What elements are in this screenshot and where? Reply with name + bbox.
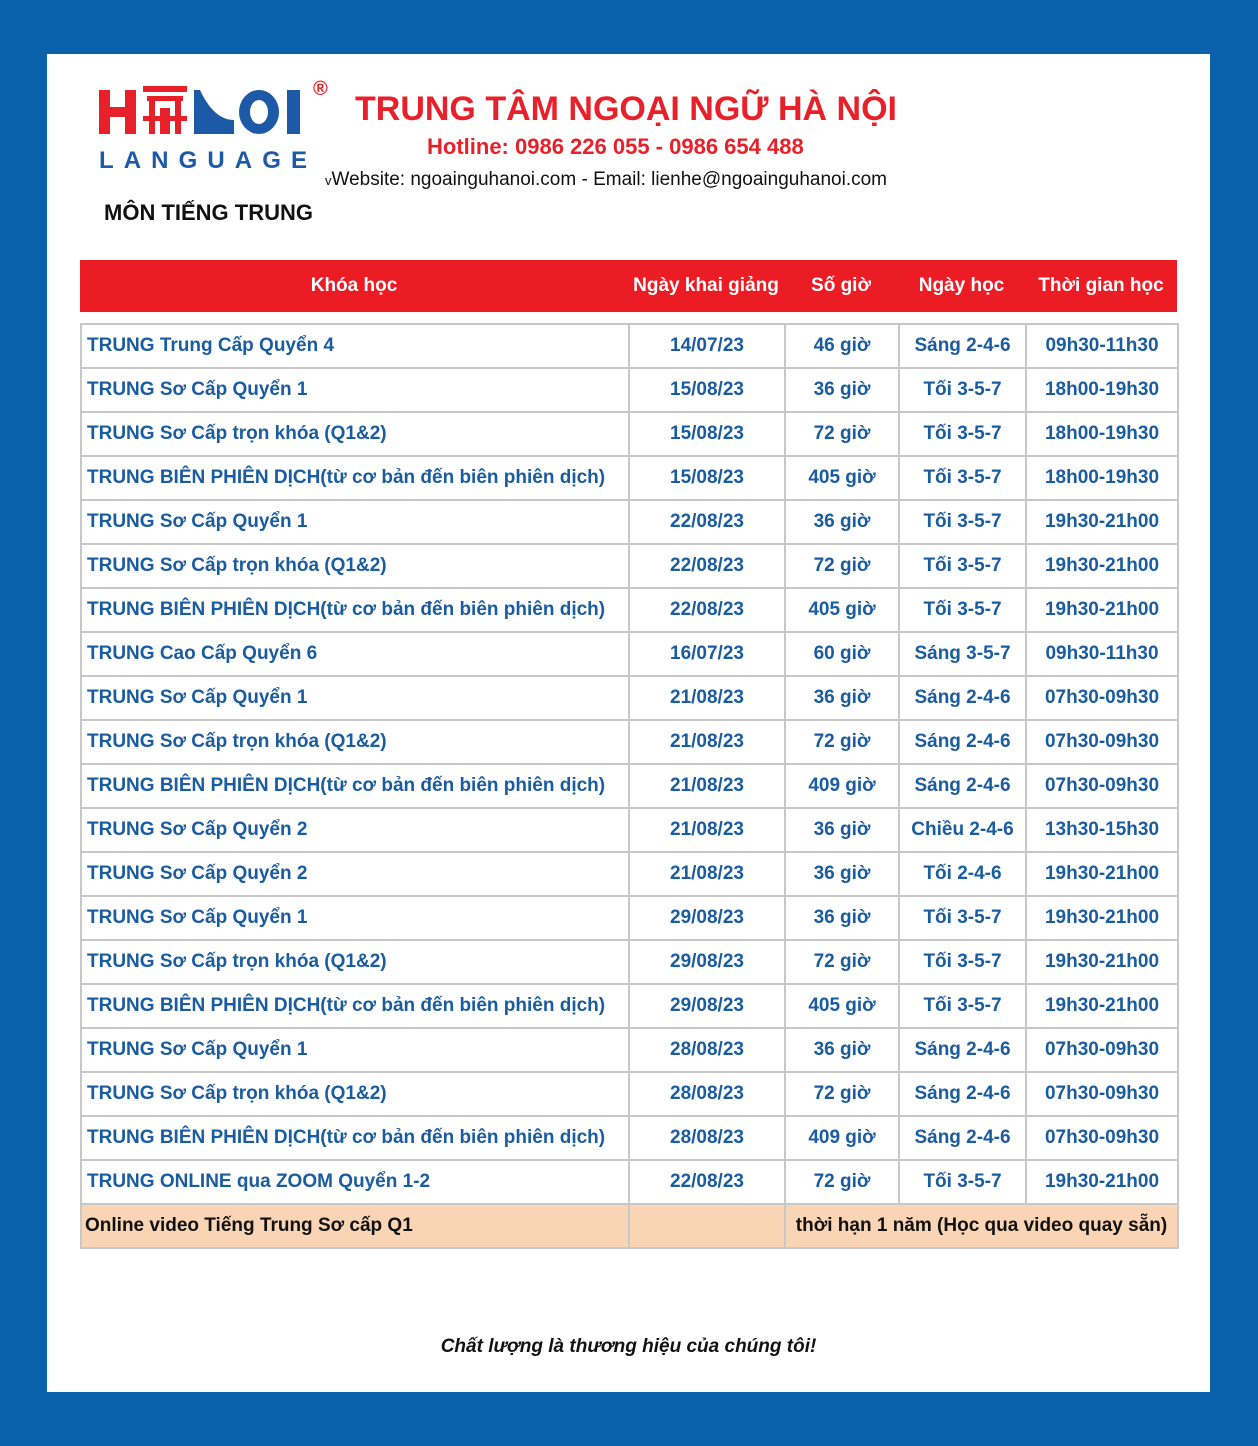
cell-hours: 36 giờ [785, 1028, 899, 1072]
header-study-time: Thời gian học [1038, 275, 1164, 296]
cell-start-date: 15/08/23 [629, 412, 785, 456]
cell-study-time: 19h30-21h00 [1026, 588, 1178, 632]
cell-hours: 46 giờ [785, 324, 899, 368]
cell-start-date: 29/08/23 [629, 896, 785, 940]
table-row [81, 940, 1178, 984]
cell-study-days: Tối 3-5-7 [899, 984, 1026, 1028]
cell-study-time: 19h30-21h00 [1026, 940, 1178, 984]
cell-course: TRUNG Sơ Cấp Quyển 1 [81, 500, 629, 544]
table-row [81, 456, 1178, 500]
cell-hours: 409 giờ [785, 764, 899, 808]
logo-subtitle: LANGUAGE [99, 147, 307, 174]
cell-study-days: Tối 3-5-7 [899, 456, 1026, 500]
cell-start-date: 22/08/23 [629, 500, 785, 544]
cell-course: TRUNG Sơ Cấp trọn khóa (Q1&2) [81, 544, 629, 588]
cell-hours: 405 giờ [785, 456, 899, 500]
cell-study-days: Tối 2-4-6 [899, 852, 1026, 896]
cell-hours: 72 giờ [785, 720, 899, 764]
cell-study-days: Sáng 3-5-7 [899, 632, 1026, 676]
cell-study-time: 18h00-19h30 [1026, 368, 1178, 412]
cell-start-date: 28/08/23 [629, 1116, 785, 1160]
cell-start-date: 16/07/23 [629, 632, 785, 676]
cell-hours: 36 giờ [785, 368, 899, 412]
cell-study-days: Tối 3-5-7 [899, 588, 1026, 632]
cell-study-time: 19h30-21h00 [1026, 896, 1178, 940]
table-row [81, 984, 1178, 1028]
cell-study-time: 09h30-11h30 [1026, 632, 1178, 676]
table-header [80, 260, 1177, 312]
cell-study-time: 19h30-21h00 [1026, 1160, 1178, 1204]
cell-course: TRUNG Cao Cấp Quyển 6 [81, 632, 629, 676]
table-row [81, 764, 1178, 808]
cell-start-date: 29/08/23 [629, 940, 785, 984]
cell-study-time: 09h30-11h30 [1026, 324, 1178, 368]
price-sheet [47, 54, 1210, 1392]
cell-hours: 72 giờ [785, 1160, 899, 1204]
cell-course: TRUNG Sơ Cấp Quyển 2 [81, 808, 629, 852]
cell-hours: 409 giờ [785, 1116, 899, 1160]
hotline: Hotline: 0986 226 055 - 0986 654 488 [427, 134, 804, 159]
cell-study-days: Sáng 2-4-6 [899, 720, 1026, 764]
cell-course: TRUNG BIÊN PHIÊN DỊCH(từ cơ bản đến biên phiên dịch) [81, 1116, 629, 1160]
table-row-online-video [81, 1204, 1178, 1248]
header-course: Khóa học [310, 275, 398, 296]
cell-hours: 60 giờ [785, 632, 899, 676]
registered-mark: ® [313, 78, 328, 100]
hanoi-language-logo [99, 80, 319, 176]
cell-hours: 72 giờ [785, 940, 899, 984]
cell-course: TRUNG Sơ Cấp trọn khóa (Q1&2) [81, 720, 629, 764]
header-study-days: Ngày học [918, 275, 1005, 296]
center-title: TRUNG TÂM NGOẠI NGỮ HÀ NỘI [355, 90, 897, 128]
cell-study-days: Tối 3-5-7 [899, 940, 1026, 984]
cell-start-date: 22/08/23 [629, 1160, 785, 1204]
cell-course: Online video Tiếng Trung Sơ cấp Q1 [81, 1204, 629, 1248]
cell-study-time: 07h30-09h30 [1026, 764, 1178, 808]
cell-start-date: 22/08/23 [629, 544, 785, 588]
cell-study-time: 18h00-19h30 [1026, 456, 1178, 500]
header-start-date: Ngày khai giảng [633, 275, 779, 296]
table-row [81, 632, 1178, 676]
cell-course: TRUNG Sơ Cấp Quyển 1 [81, 1028, 629, 1072]
table-row [81, 852, 1178, 896]
cell-study-time: 13h30-15h30 [1026, 808, 1178, 852]
cell-start-date: 21/08/23 [629, 808, 785, 852]
cell-course: TRUNG BIÊN PHIÊN DỊCH(từ cơ bản đến biên phiên dịch) [81, 588, 629, 632]
cell-study-days: Tối 3-5-7 [899, 544, 1026, 588]
cell-start-date: 21/08/23 [629, 676, 785, 720]
website-bullet: v [325, 173, 332, 188]
cell-hours: 72 giờ [785, 412, 899, 456]
cell-study-time: 07h30-09h30 [1026, 1072, 1178, 1116]
cell-start-date: 22/08/23 [629, 588, 785, 632]
cell-hours: 36 giờ [785, 808, 899, 852]
table-row [81, 544, 1178, 588]
cell-start-date: 14/07/23 [629, 324, 785, 368]
table-row [81, 412, 1178, 456]
cell-course: TRUNG Sơ Cấp trọn khóa (Q1&2) [81, 412, 629, 456]
cell-start-date [629, 1204, 785, 1248]
cell-study-time: 19h30-21h00 [1026, 500, 1178, 544]
cell-course: TRUNG BIÊN PHIÊN DỊCH(từ cơ bản đến biên phiên dịch) [81, 456, 629, 500]
cell-course: TRUNG BIÊN PHIÊN DỊCH(từ cơ bản đến biên phiên dịch) [81, 764, 629, 808]
cell-course: TRUNG BIÊN PHIÊN DỊCH(từ cơ bản đến biên phiên dịch) [81, 984, 629, 1028]
schedule-table [80, 260, 1177, 1249]
cell-course: TRUNG ONLINE qua ZOOM Quyển 1-2 [81, 1160, 629, 1204]
cell-start-date: 28/08/23 [629, 1028, 785, 1072]
schedule-body [80, 323, 1179, 1249]
table-row [81, 1116, 1178, 1160]
cell-study-days: Sáng 2-4-6 [899, 1072, 1026, 1116]
slogan: Chất lượng là thương hiệu của chúng tôi! [440, 1336, 817, 1357]
table-row [81, 720, 1178, 764]
cell-study-days: Tối 3-5-7 [899, 368, 1026, 412]
cell-hours: 36 giờ [785, 896, 899, 940]
cell-course: TRUNG Sơ Cấp Quyển 2 [81, 852, 629, 896]
cell-study-time: 07h30-09h30 [1026, 720, 1178, 764]
cell-study-days: Sáng 2-4-6 [899, 764, 1026, 808]
cell-study-days: Chiều 2-4-6 [899, 808, 1026, 852]
cell-study-days: Sáng 2-4-6 [899, 324, 1026, 368]
table-row [81, 676, 1178, 720]
cell-start-date: 28/08/23 [629, 1072, 785, 1116]
table-row [81, 1160, 1178, 1204]
cell-start-date: 21/08/23 [629, 764, 785, 808]
cell-study-time: 18h00-19h30 [1026, 412, 1178, 456]
cell-start-date: 15/08/23 [629, 456, 785, 500]
cell-hours: 72 giờ [785, 544, 899, 588]
cell-study-time: 07h30-09h30 [1026, 676, 1178, 720]
cell-study-days: Tối 3-5-7 [899, 500, 1026, 544]
cell-online-note: thời hạn 1 năm (Học qua video quay sẵn) [785, 1204, 1178, 1248]
cell-study-time: 19h30-21h00 [1026, 544, 1178, 588]
cell-study-time: 07h30-09h30 [1026, 1028, 1178, 1072]
table-row [81, 368, 1178, 412]
table-row [81, 1072, 1178, 1116]
cell-course: TRUNG Trung Cấp Quyển 4 [81, 324, 629, 368]
cell-hours: 405 giờ [785, 588, 899, 632]
cell-hours: 72 giờ [785, 1072, 899, 1116]
cell-study-time: 07h30-09h30 [1026, 1116, 1178, 1160]
cell-course: TRUNG Sơ Cấp trọn khóa (Q1&2) [81, 940, 629, 984]
cell-course: TRUNG Sơ Cấp Quyển 1 [81, 896, 629, 940]
cell-course: TRUNG Sơ Cấp Quyển 1 [81, 676, 629, 720]
cell-start-date: 21/08/23 [629, 720, 785, 764]
table-row [81, 808, 1178, 852]
cell-course: TRUNG Sơ Cấp trọn khóa (Q1&2) [81, 1072, 629, 1116]
website-email-line [325, 169, 887, 191]
table-row [81, 500, 1178, 544]
subject-heading: MÔN TIẾNG TRUNG [104, 200, 313, 225]
cell-hours: 36 giờ [785, 676, 899, 720]
cell-study-days: Tối 3-5-7 [899, 1160, 1026, 1204]
cell-study-time: 19h30-21h00 [1026, 984, 1178, 1028]
cell-study-days: Tối 3-5-7 [899, 896, 1026, 940]
header-hours: Số giờ [811, 275, 871, 296]
table-row [81, 324, 1178, 368]
cell-start-date: 29/08/23 [629, 984, 785, 1028]
table-row [81, 1028, 1178, 1072]
cell-study-time: 19h30-21h00 [1026, 852, 1178, 896]
table-row [81, 896, 1178, 940]
cell-hours: 405 giờ [785, 984, 899, 1028]
cell-start-date: 21/08/23 [629, 852, 785, 896]
cell-hours: 36 giờ [785, 852, 899, 896]
cell-study-days: Tối 3-5-7 [899, 412, 1026, 456]
cell-course: TRUNG Sơ Cấp Quyển 1 [81, 368, 629, 412]
cell-start-date: 15/08/23 [629, 368, 785, 412]
cell-study-days: Sáng 2-4-6 [899, 1028, 1026, 1072]
website-email-text: Website: ngoainguhanoi.com - Email: lienhe@ngoainguhanoi.com [331, 169, 887, 190]
cell-study-days: Sáng 2-4-6 [899, 1116, 1026, 1160]
table-row [81, 588, 1178, 632]
cell-study-days: Sáng 2-4-6 [899, 676, 1026, 720]
cell-hours: 36 giờ [785, 500, 899, 544]
